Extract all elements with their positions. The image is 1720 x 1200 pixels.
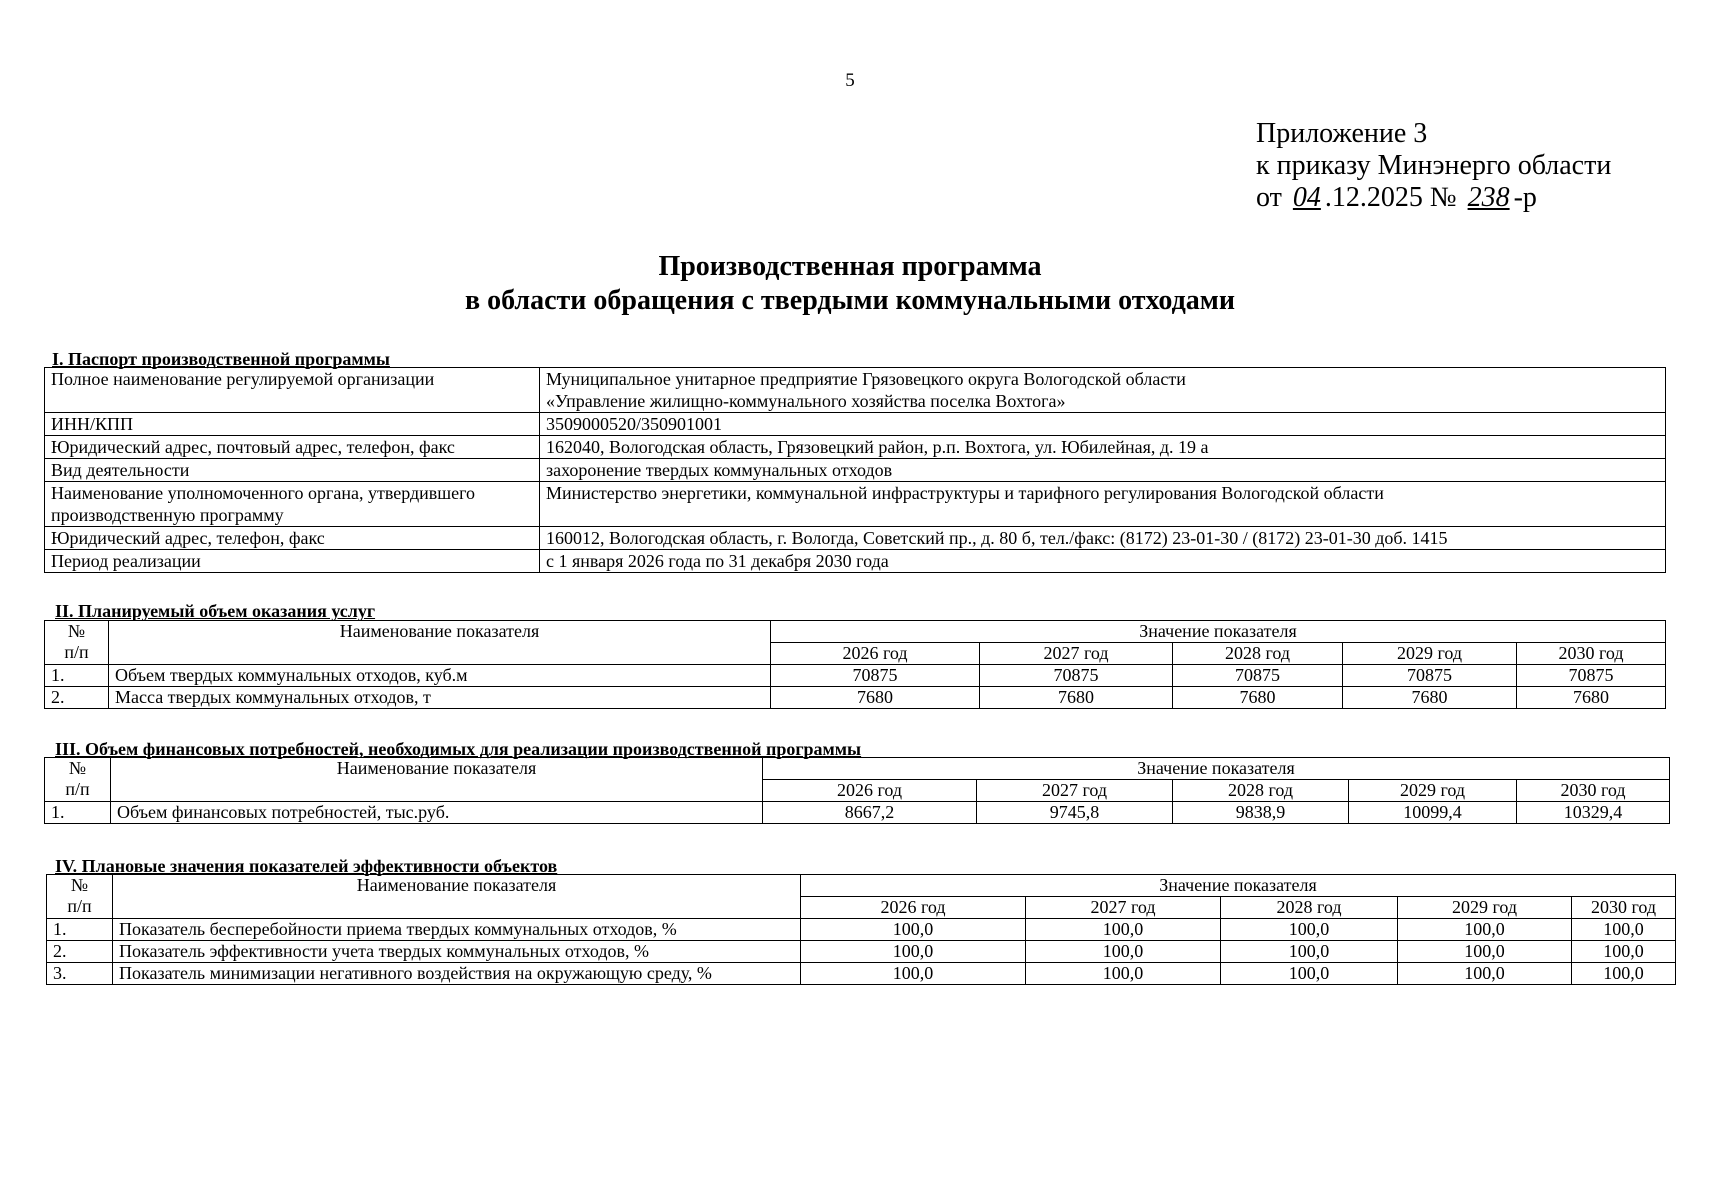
column-header-year: 2027 год xyxy=(1026,897,1221,919)
efficiency-indicators-table xyxy=(46,874,1676,985)
passport-label: Юридический адрес, телефон, факс xyxy=(45,527,540,550)
value-cell: 100,0 xyxy=(1221,941,1398,963)
passport-label: Наименование уполномоченного органа, утвердившего производственную программу xyxy=(45,482,540,527)
value-cell: 100,0 xyxy=(1221,919,1398,941)
value-cell: 100,0 xyxy=(801,963,1026,985)
column-header-year: 2030 год xyxy=(1572,897,1676,919)
passport-label: Период реализации xyxy=(45,550,540,573)
value-cell: 70875 xyxy=(980,665,1173,687)
date-prefix: от xyxy=(1256,182,1282,213)
value-cell: 100,0 xyxy=(1398,919,1572,941)
table-row xyxy=(45,459,1666,482)
indicator-name: Объем финансовых потребностей, тыс.руб. xyxy=(111,802,763,824)
row-number: 2. xyxy=(47,941,113,963)
column-header-value-group: Значение показателя xyxy=(763,758,1670,780)
value-cell: 7680 xyxy=(1343,687,1517,709)
page-number: 5 xyxy=(845,70,855,91)
table-row xyxy=(47,963,1676,985)
table-row xyxy=(45,527,1666,550)
value-cell: 70875 xyxy=(1173,665,1343,687)
column-header-year: 2026 год xyxy=(763,780,977,802)
column-header-value-group: Значение показателя xyxy=(771,621,1666,643)
passport-label: Юридический адрес, почтовый адрес, телефон, факс xyxy=(45,436,540,459)
table-row xyxy=(45,413,1666,436)
passport-table xyxy=(44,367,1666,573)
date-rest: .12.2025 № xyxy=(1324,182,1457,213)
handwritten-number: 238 xyxy=(1467,182,1510,213)
table-row xyxy=(45,802,1670,824)
column-header-year: 2026 год xyxy=(771,643,980,665)
value-cell: 100,0 xyxy=(1026,963,1221,985)
column-header-number: № п/п xyxy=(47,875,113,919)
section-1-heading: I. Паспорт производственной программы xyxy=(52,349,390,369)
value-cell: 7680 xyxy=(771,687,980,709)
column-header-year: 2029 год xyxy=(1343,643,1517,665)
value-cell: 7680 xyxy=(1173,687,1343,709)
services-volume-table xyxy=(44,620,1666,709)
row-number: 3. xyxy=(47,963,113,985)
value-cell: 70875 xyxy=(771,665,980,687)
table-row xyxy=(45,687,1666,709)
section-4-heading: IV. Плановые значения показателей эффективности объектов xyxy=(55,856,558,876)
row-number: 1. xyxy=(45,802,111,824)
financial-needs-table xyxy=(44,757,1670,824)
passport-value: 3509000520/350901001 xyxy=(540,413,1666,436)
handwritten-day: 04 xyxy=(1292,182,1321,213)
row-number: 1. xyxy=(45,665,109,687)
table-row xyxy=(47,941,1676,963)
indicator-name: Показатель минимизации негативного воздействия на окружающую среду, % xyxy=(113,963,801,985)
value-cell: 100,0 xyxy=(1221,963,1398,985)
section-2-heading: II. Планируемый объем оказания услуг xyxy=(55,601,376,621)
passport-label: Полное наименование регулируемой организации xyxy=(45,368,540,413)
value-cell: 70875 xyxy=(1343,665,1517,687)
value-cell: 100,0 xyxy=(1398,963,1572,985)
column-header-year: 2028 год xyxy=(1221,897,1398,919)
column-header-indicator: Наименование показателя xyxy=(109,621,771,665)
row-number: 2. xyxy=(45,687,109,709)
passport-label: ИНН/КПП xyxy=(45,413,540,436)
passport-value: 162040, Вологодская область, Грязовецкий район, р.п. Вохтога, ул. Юбилейная, д. 19 а xyxy=(540,436,1666,459)
table-header-row xyxy=(45,621,1666,643)
value-cell: 8667,2 xyxy=(763,802,977,824)
appendix-date-line xyxy=(1256,182,1611,214)
indicator-name: Показатель эффективности учета твердых коммунальных отходов, % xyxy=(113,941,801,963)
column-header-year: 2028 год xyxy=(1173,780,1349,802)
column-header-year: 2028 год xyxy=(1173,643,1343,665)
value-cell: 100,0 xyxy=(1026,941,1221,963)
appendix-line-1: Приложение 3 xyxy=(1256,118,1428,149)
value-cell: 100,0 xyxy=(1398,941,1572,963)
column-header-year: 2030 год xyxy=(1517,643,1666,665)
value-cell: 70875 xyxy=(1517,665,1666,687)
column-header-year: 2029 год xyxy=(1398,897,1572,919)
passport-value: захоронение твердых коммунальных отходов xyxy=(540,459,1666,482)
appendix-block xyxy=(1256,118,1611,214)
row-number: 1. xyxy=(47,919,113,941)
document-title xyxy=(0,250,1700,318)
passport-label: Вид деятельности xyxy=(45,459,540,482)
column-header-indicator: Наименование показателя xyxy=(113,875,801,919)
value-cell: 100,0 xyxy=(1572,941,1676,963)
column-header-indicator: Наименование показателя xyxy=(111,758,763,802)
indicator-name: Показатель бесперебойности приема твердых коммунальных отходов, % xyxy=(113,919,801,941)
value-cell: 100,0 xyxy=(1572,919,1676,941)
table-row xyxy=(45,550,1666,573)
column-header-number: № п/п xyxy=(45,621,109,665)
column-header-year: 2027 год xyxy=(977,780,1173,802)
value-cell: 9838,9 xyxy=(1173,802,1349,824)
passport-value: с 1 января 2026 года по 31 декабря 2030 года xyxy=(540,550,1666,573)
table-row xyxy=(45,665,1666,687)
passport-value: Муниципальное унитарное предприятие Грязовецкого округа Вологодской области «Управление жилищно-коммунального хозяйства поселка Вохтога» xyxy=(540,368,1666,413)
order-suffix: -р xyxy=(1513,182,1537,213)
column-header-year: 2027 год xyxy=(980,643,1173,665)
column-header-year: 2030 год xyxy=(1517,780,1670,802)
table-row xyxy=(45,482,1666,527)
value-cell: 100,0 xyxy=(801,941,1026,963)
value-cell: 7680 xyxy=(980,687,1173,709)
column-header-value-group: Значение показателя xyxy=(801,875,1676,897)
title-line-2: в области обращения с твердыми коммунальными отходами xyxy=(464,285,1235,316)
table-row xyxy=(47,919,1676,941)
title-line-1: Производственная программа xyxy=(658,251,1042,282)
table-row xyxy=(45,368,1666,413)
indicator-name: Объем твердых коммунальных отходов, куб.м xyxy=(109,665,771,687)
appendix-line-2: к приказу Минэнерго области xyxy=(1256,150,1612,181)
passport-value: 160012, Вологодская область, г. Вологда, Советский пр., д. 80 б, тел./факс: (8172) 23-01-30 / (8172) 23-01-30 доб. 1415 xyxy=(540,527,1666,550)
value-cell: 10329,4 xyxy=(1517,802,1670,824)
section-3-heading: III. Объем финансовых потребностей, необходимых для реализации производственной программы xyxy=(55,739,862,759)
value-cell: 100,0 xyxy=(1026,919,1221,941)
value-cell: 100,0 xyxy=(801,919,1026,941)
passport-value: Министерство энергетики, коммунальной инфраструктуры и тарифного регулирования Вологодской области xyxy=(540,482,1666,527)
value-cell: 10099,4 xyxy=(1349,802,1517,824)
column-header-year: 2029 год xyxy=(1349,780,1517,802)
value-cell: 7680 xyxy=(1517,687,1666,709)
table-header-row xyxy=(45,758,1670,780)
table-header-row xyxy=(47,875,1676,897)
column-header-number: № п/п xyxy=(45,758,111,802)
indicator-name: Масса твердых коммунальных отходов, т xyxy=(109,687,771,709)
column-header-year: 2026 год xyxy=(801,897,1026,919)
table-row xyxy=(45,436,1666,459)
value-cell: 100,0 xyxy=(1572,963,1676,985)
value-cell: 9745,8 xyxy=(977,802,1173,824)
